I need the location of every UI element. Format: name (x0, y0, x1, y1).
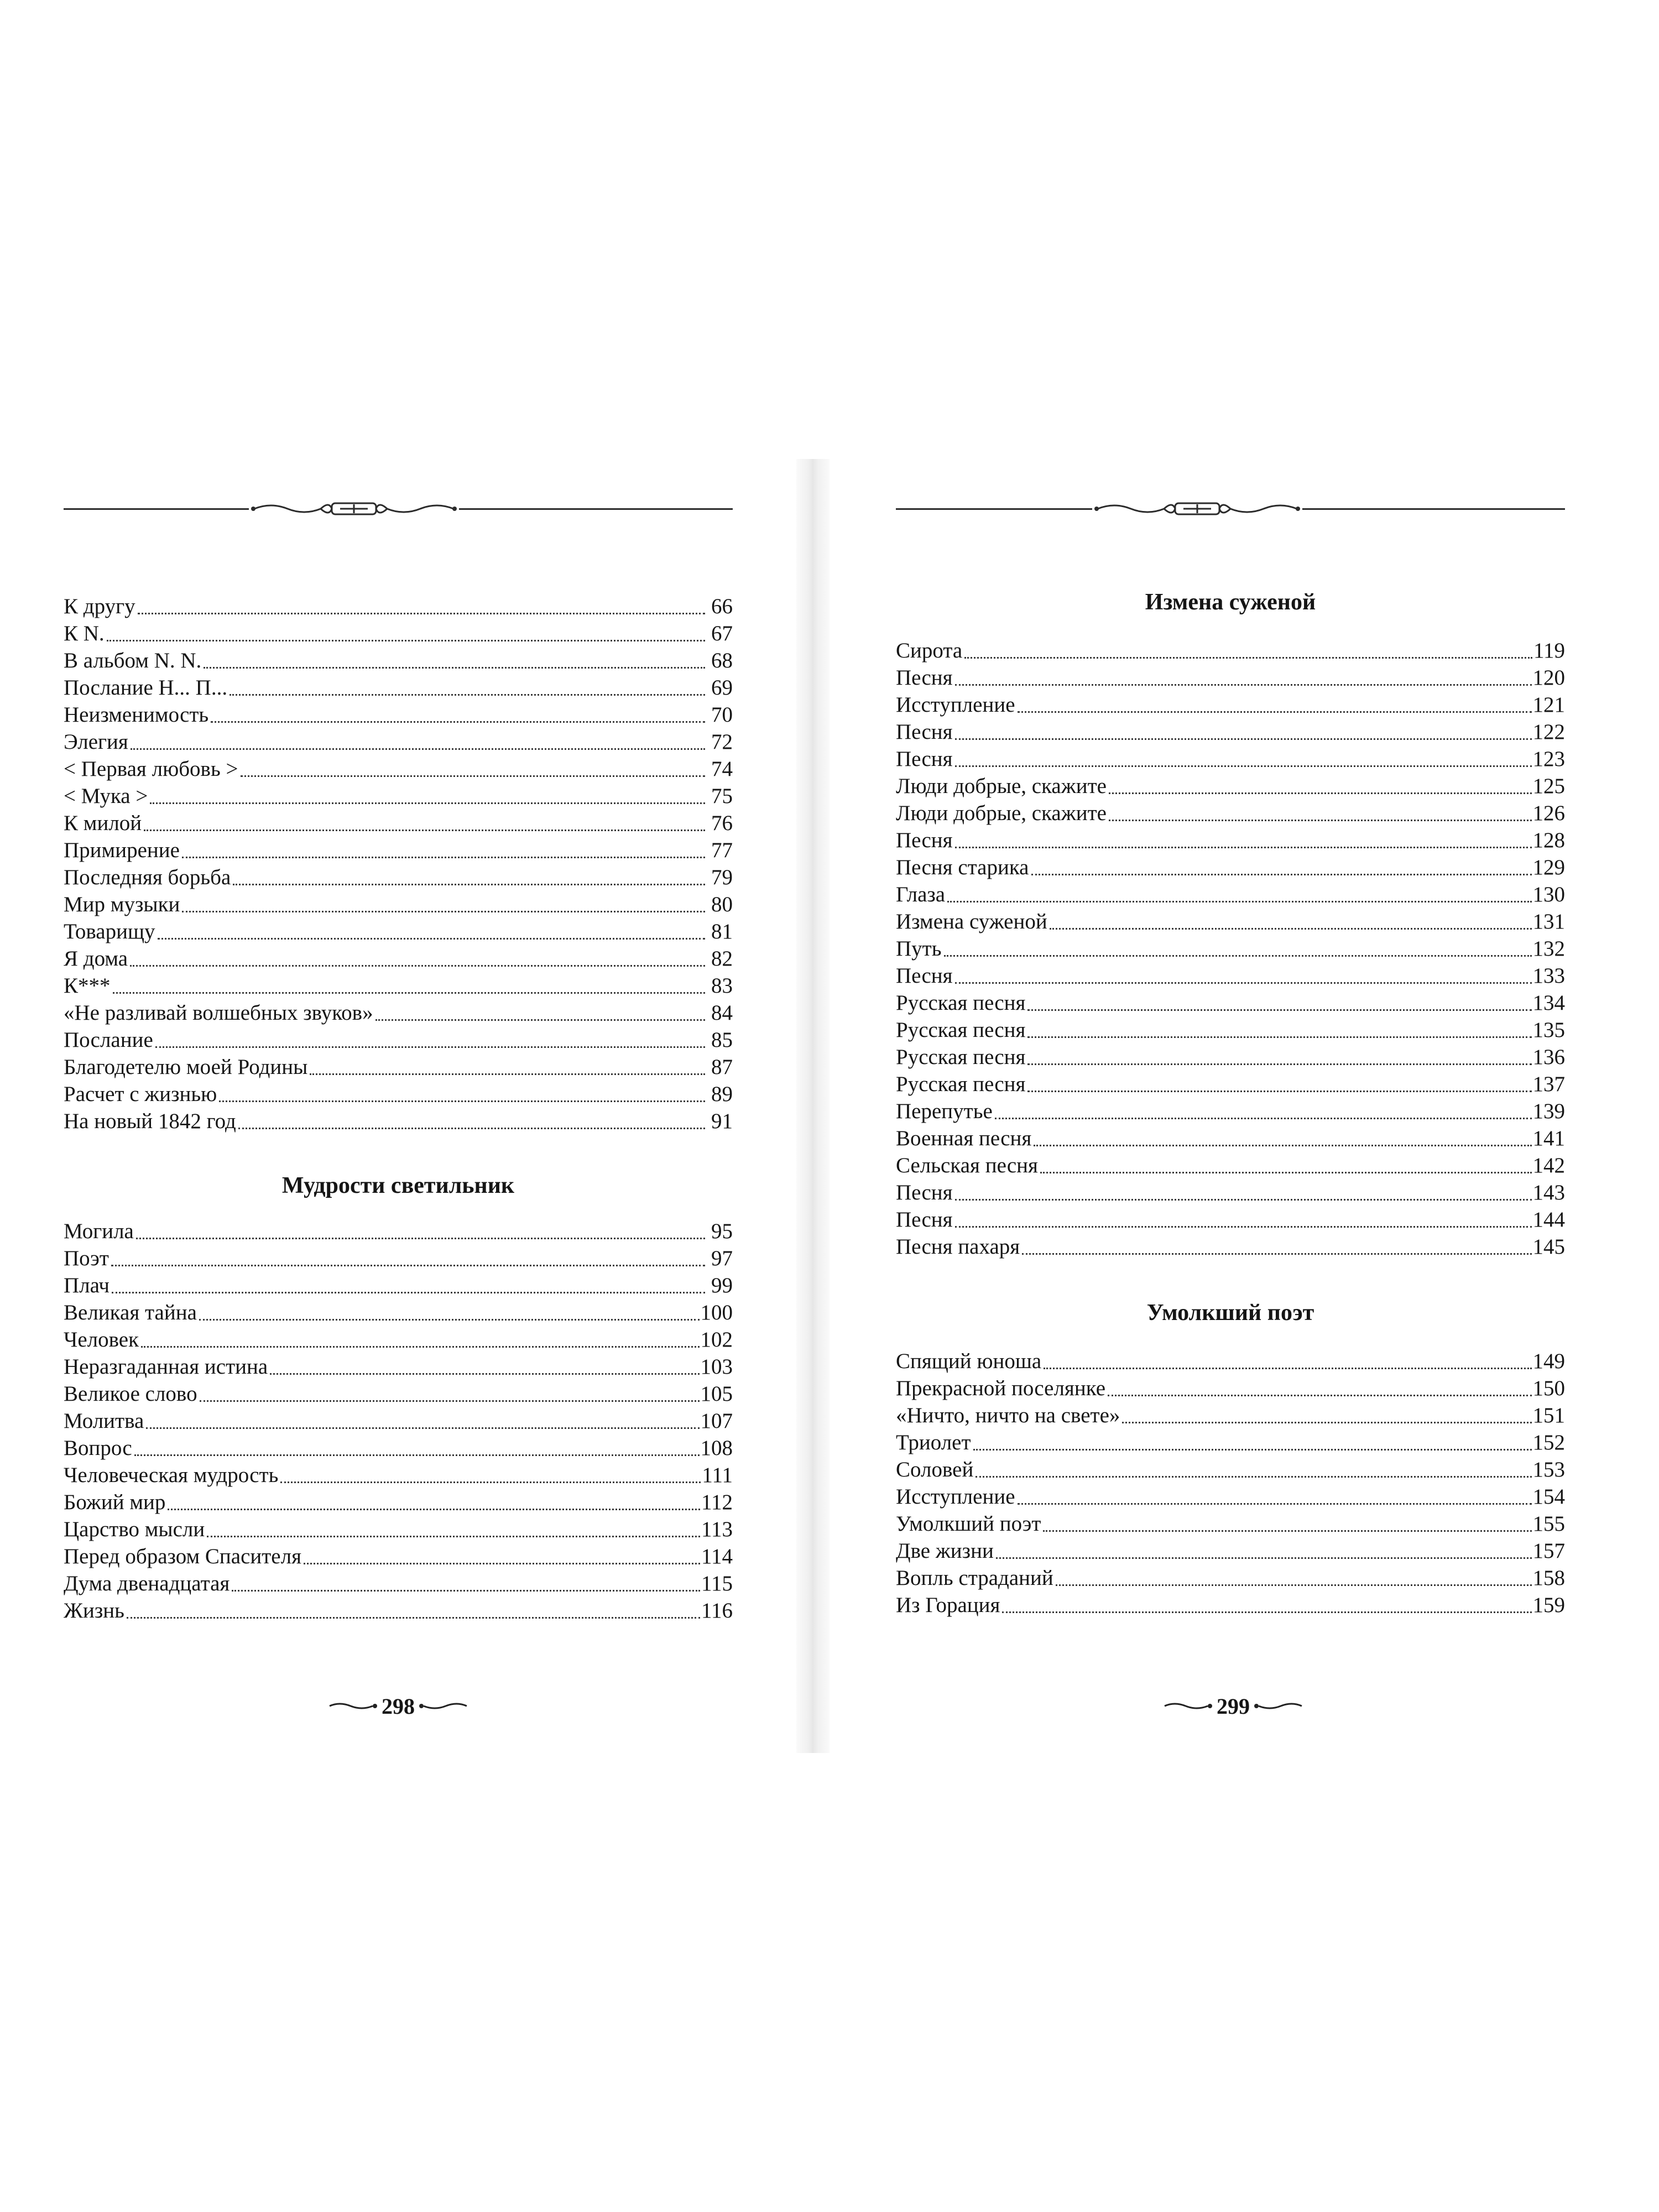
entry-page-number: 137 (1532, 1072, 1565, 1096)
dot-leader (280, 1478, 701, 1483)
toc-entry (64, 971, 733, 998)
entry-title: Песня (896, 964, 953, 988)
dot-leader (238, 1124, 705, 1129)
header-ornament (0, 498, 796, 520)
entry-page-number: 81 (711, 920, 733, 943)
entry-title: Спящий юноша (896, 1349, 1042, 1373)
dot-leader (955, 762, 1532, 767)
dot-leader (1109, 789, 1532, 794)
entry-title: Дума двенадцатая (64, 1572, 230, 1595)
entry-title: Исступление (896, 693, 1015, 717)
entry-title: Путь (896, 937, 942, 961)
dot-leader (1044, 1364, 1531, 1369)
dot-leader (1018, 1500, 1532, 1505)
entry-page-number: 108 (700, 1436, 733, 1460)
toc-entry (64, 1379, 733, 1406)
toc-entry (896, 1124, 1565, 1151)
entry-title: К N. (64, 622, 105, 645)
dot-leader (107, 637, 705, 641)
entry-page-number: 132 (1532, 937, 1565, 961)
entry-title: Божий мир (64, 1490, 166, 1514)
entry-page-number: 153 (1532, 1458, 1565, 1481)
entry-title: Могила (64, 1219, 134, 1243)
entry-page-number: 77 (711, 838, 733, 862)
entry-title: Люди добрые, скажите (896, 774, 1107, 798)
entry-title: Измена суженой (896, 910, 1047, 933)
entry-title: Песня (896, 747, 953, 771)
entry-page-number: 131 (1532, 910, 1565, 933)
dot-leader (144, 826, 705, 831)
entry-title: Жизнь (64, 1599, 124, 1623)
toc-entry (896, 663, 1565, 690)
dot-leader (211, 718, 705, 723)
entry-page-number: 155 (1532, 1512, 1565, 1536)
swash-icon (1164, 1700, 1213, 1712)
entry-page-number: 76 (711, 811, 733, 835)
entry-title: Песня старика (896, 855, 1029, 879)
dot-leader (944, 952, 1532, 957)
entry-title: Песня (896, 1181, 953, 1204)
entry-title: Неразгаданная истина (64, 1355, 268, 1379)
entry-page-number: 119 (1533, 639, 1565, 662)
dot-leader (134, 1451, 700, 1456)
dot-leader (168, 1505, 700, 1510)
dot-leader (947, 898, 1531, 902)
dot-leader (138, 609, 705, 614)
swash-icon (418, 1700, 468, 1712)
entry-page-number: 69 (711, 676, 733, 700)
dot-leader (1002, 1608, 1531, 1613)
toc-entry (64, 700, 733, 727)
entry-page-number: 129 (1532, 855, 1565, 879)
toc-entry (896, 907, 1565, 934)
entry-title: Сирота (896, 639, 963, 662)
entry-title: Последняя борьба (64, 865, 231, 889)
entry-title: Великая тайна (64, 1301, 197, 1324)
entry-page-number: 112 (701, 1490, 733, 1514)
toc-entry (64, 1325, 733, 1352)
entry-page-number: 83 (711, 974, 733, 998)
toc-entry (64, 890, 733, 917)
dot-leader (1040, 1168, 1532, 1173)
dot-leader (229, 691, 705, 696)
toc-entry (896, 853, 1565, 880)
entry-title: Человек (64, 1328, 139, 1352)
entry-title: Вопрос (64, 1436, 132, 1460)
toc-entry (64, 1433, 733, 1460)
entry-page-number: 125 (1532, 774, 1565, 798)
book-gutter (796, 459, 830, 1753)
toc-entry (896, 934, 1565, 961)
entry-page-number: 139 (1532, 1099, 1565, 1123)
toc-entry (64, 836, 733, 863)
dot-leader (973, 1446, 1532, 1451)
entry-title: Перед образом Спасителя (64, 1545, 302, 1568)
toc-entry (896, 636, 1565, 663)
entry-title: К милой (64, 811, 142, 835)
entry-page-number: 126 (1532, 801, 1565, 825)
dot-leader (241, 772, 705, 777)
entry-title: На новый 1842 год (64, 1109, 236, 1133)
entry-title: Послание (64, 1028, 153, 1052)
entry-page-number: 67 (711, 622, 733, 645)
entry-page-number: 130 (1532, 883, 1565, 906)
entry-title: Прекрасной поселянке (896, 1376, 1106, 1400)
dot-leader (155, 1043, 705, 1048)
toc-entry (64, 646, 733, 673)
entry-page-number: 144 (1532, 1208, 1565, 1232)
entry-page-number: 122 (1532, 720, 1565, 744)
right-page (830, 459, 1659, 1753)
entry-title: Песня (896, 666, 953, 690)
entry-page-number: 158 (1532, 1566, 1565, 1590)
entry-title: < Первая любовь > (64, 757, 238, 781)
dot-leader (1108, 1391, 1531, 1396)
book-spread (0, 459, 1659, 1753)
toc-entry (896, 1428, 1565, 1455)
entry-page-number: 150 (1532, 1376, 1565, 1400)
dot-leader (112, 1288, 705, 1293)
toc-entry (896, 880, 1565, 907)
toc-entry (64, 592, 733, 619)
entry-page-number: 79 (711, 865, 733, 889)
toc-entry (896, 799, 1565, 826)
dot-leader (1027, 1060, 1531, 1065)
entry-page-number: 95 (711, 1219, 733, 1243)
toc-entry (64, 1352, 733, 1379)
entry-title: Песня (896, 1208, 953, 1232)
entry-page-number: 149 (1532, 1349, 1565, 1373)
toc-entry (896, 744, 1565, 771)
entry-page-number: 159 (1532, 1593, 1565, 1617)
dot-leader (146, 1424, 699, 1429)
entry-title: Люди добрые, скажите (896, 801, 1107, 825)
toc-entry (64, 1488, 733, 1515)
dot-leader (955, 681, 1532, 686)
entry-title: Триолет (896, 1431, 971, 1454)
entry-title: Исступление (896, 1485, 1015, 1509)
entry-title: Две жизни (896, 1539, 994, 1563)
toc-entry (896, 1232, 1565, 1259)
dot-leader (1018, 708, 1532, 713)
toc-entry (64, 808, 733, 836)
entry-page-number: 123 (1532, 747, 1565, 771)
entry-page-number: 84 (711, 1001, 733, 1025)
dot-leader (111, 1261, 705, 1266)
entry-page-number: 120 (1532, 666, 1565, 690)
entry-title: Великое слово (64, 1382, 197, 1406)
toc-list (896, 636, 1565, 1259)
toc-entry (896, 1482, 1565, 1509)
entry-title: Молитва (64, 1409, 144, 1433)
scroll-flourish-icon (1092, 498, 1302, 520)
entry-page-number: 145 (1532, 1235, 1565, 1259)
toc-entry (64, 998, 733, 1025)
swash-icon (328, 1700, 378, 1712)
entry-title: Русская песня (896, 1018, 1026, 1042)
entry-page-number: 99 (711, 1274, 733, 1297)
dot-leader (204, 664, 705, 669)
left-page (0, 459, 796, 1753)
toc-entry (896, 1563, 1565, 1590)
entry-page-number: 111 (702, 1463, 733, 1487)
entry-page-number: 70 (711, 703, 733, 727)
dot-leader (127, 1614, 700, 1619)
toc-entry (896, 1590, 1565, 1618)
toc-entry (896, 1536, 1565, 1563)
entry-page-number: 152 (1532, 1431, 1565, 1454)
entry-title: Человеческая мудрость (64, 1463, 279, 1487)
toc-entry (64, 754, 733, 781)
toc-entry (896, 1374, 1565, 1401)
toc-entry (896, 1401, 1565, 1428)
dot-leader (207, 1532, 700, 1537)
entry-title: «Не разливай волшебных звуков» (64, 1001, 373, 1025)
dot-leader (182, 907, 705, 912)
entry-title: К другу (64, 594, 135, 618)
toc-entry (64, 781, 733, 808)
entry-page-number: 154 (1532, 1485, 1565, 1509)
entry-page-number: 151 (1532, 1404, 1565, 1427)
toc-entry (896, 1347, 1565, 1374)
entry-page-number: 102 (700, 1328, 733, 1352)
toc-entry (64, 944, 733, 971)
dot-leader (232, 1587, 700, 1592)
entry-page-number: 121 (1532, 693, 1565, 717)
entry-page-number: 107 (700, 1409, 733, 1433)
entry-page-number: 116 (701, 1599, 733, 1623)
dot-leader (158, 935, 705, 940)
entry-title: Песня (896, 720, 953, 744)
entry-title: Из Горация (896, 1593, 1000, 1617)
entry-title: Вопль страданий (896, 1566, 1053, 1590)
entry-title: Умолкший поэт (896, 1512, 1041, 1536)
dot-leader (200, 1397, 700, 1402)
entry-page-number: 85 (711, 1028, 733, 1052)
dot-leader (1027, 1033, 1531, 1038)
entry-title: Русская песня (896, 1045, 1026, 1069)
toc-entry (64, 1596, 733, 1623)
dot-leader (136, 1234, 705, 1239)
dot-leader (304, 1559, 700, 1564)
entry-title: Неизменимость (64, 703, 209, 727)
toc-entry (64, 1271, 733, 1298)
dot-leader (199, 1316, 700, 1321)
dot-leader (141, 1343, 699, 1348)
entry-title: Песня (896, 828, 953, 852)
entry-page-number: 66 (711, 594, 733, 618)
toc-entry (896, 1455, 1565, 1482)
entry-title: Расчет с жизнью (64, 1082, 217, 1106)
entry-title: Русская песня (896, 1072, 1026, 1096)
toc-entry (64, 1515, 733, 1542)
entry-title: Элегия (64, 730, 128, 754)
toc-entry (896, 1097, 1565, 1124)
toc-entry (64, 1569, 733, 1596)
entry-page-number: 141 (1532, 1126, 1565, 1150)
toc-entry (896, 1151, 1565, 1178)
dot-leader (1034, 1141, 1531, 1146)
entry-page-number: 128 (1532, 828, 1565, 852)
page-folio (1150, 1692, 1316, 1720)
toc-entry (896, 771, 1565, 799)
entry-title: Военная песня (896, 1126, 1032, 1150)
dot-leader (182, 853, 705, 858)
entry-title: В альбом N. N. (64, 649, 202, 672)
toc-entry (64, 1217, 733, 1244)
entry-title: Царство мысли (64, 1517, 205, 1541)
toc-entry (896, 961, 1565, 988)
entry-page-number: 68 (711, 649, 733, 672)
dot-leader (310, 1070, 705, 1075)
toc-entry (64, 1542, 733, 1569)
entry-title: Поэт (64, 1246, 109, 1270)
dot-leader (113, 989, 705, 994)
dot-leader (955, 735, 1532, 740)
entry-page-number: 74 (711, 757, 733, 781)
entry-page-number: 115 (701, 1572, 733, 1595)
entry-title: Перепутье (896, 1099, 993, 1123)
toc-entry (64, 1406, 733, 1433)
entry-page-number: 133 (1532, 964, 1565, 988)
toc-entry (64, 1244, 733, 1271)
entry-title: Послание Н... П... (64, 676, 228, 700)
entry-title: Сельская песня (896, 1154, 1038, 1177)
toc-entry (896, 717, 1565, 744)
entry-title: Товарищу (64, 920, 155, 943)
entry-title: К*** (64, 974, 111, 998)
dot-leader (975, 1473, 1531, 1478)
dot-leader (955, 1223, 1532, 1228)
toc-entry (896, 1070, 1565, 1097)
entry-title: Мир музыки (64, 893, 180, 916)
toc-entry (64, 917, 733, 944)
entry-page-number: 114 (701, 1545, 733, 1568)
entry-page-number: 134 (1532, 991, 1565, 1015)
section-title: Измена суженой (1145, 589, 1316, 615)
dot-leader (1027, 1006, 1531, 1011)
dot-leader (233, 880, 705, 885)
dot-leader (955, 1196, 1532, 1201)
entry-page-number: 143 (1532, 1181, 1565, 1204)
entry-title: Плач (64, 1274, 109, 1297)
entry-page-number: 135 (1532, 1018, 1565, 1042)
entry-title: «Ничто, ничто на свете» (896, 1404, 1120, 1427)
toc-entry (896, 690, 1565, 717)
entry-title: Русская песня (896, 991, 1026, 1015)
toc-entry (896, 1178, 1565, 1205)
toc-list (896, 1347, 1565, 1618)
dot-leader (375, 1016, 705, 1021)
toc-entry (64, 1460, 733, 1488)
page-folio (315, 1692, 481, 1720)
toc-entry (64, 1298, 733, 1325)
entry-page-number: 113 (701, 1517, 733, 1541)
toc-entry (64, 863, 733, 890)
toc-entry (896, 988, 1565, 1015)
section-title: Умолкший поэт (1146, 1300, 1314, 1326)
scroll-flourish-icon (249, 498, 459, 520)
entry-page-number: 100 (700, 1301, 733, 1324)
entry-page-number: 89 (711, 1082, 733, 1106)
entry-page-number: 103 (700, 1355, 733, 1379)
toc-entry (896, 1205, 1565, 1232)
dot-leader (219, 1097, 705, 1102)
toc-list (64, 1217, 733, 1623)
entry-page-number: 91 (711, 1109, 733, 1133)
toc-entry (64, 1025, 733, 1052)
entry-page-number: 136 (1532, 1045, 1565, 1069)
entry-page-number: 142 (1532, 1154, 1565, 1177)
toc-list (64, 592, 733, 1134)
dot-leader (270, 1370, 699, 1375)
page-number: 299 (1217, 1693, 1250, 1719)
toc-entry (896, 1509, 1565, 1536)
toc-entry (64, 1107, 733, 1134)
section-title: Мудрости светильник (281, 1173, 515, 1198)
entry-page-number: 82 (711, 947, 733, 971)
dot-leader (1122, 1418, 1531, 1423)
dot-leader (964, 654, 1532, 659)
dot-leader (1027, 1087, 1531, 1092)
dot-leader (995, 1114, 1532, 1119)
entry-page-number: 75 (711, 784, 733, 808)
dot-leader (996, 1554, 1532, 1559)
dot-leader (130, 962, 705, 967)
dot-leader (131, 745, 705, 750)
toc-entry (64, 1052, 733, 1079)
entry-title: Глаза (896, 883, 946, 906)
toc-entry (896, 1015, 1565, 1042)
entry-title: < Мука > (64, 784, 148, 808)
entry-title: Благодетелю моей Родины (64, 1055, 308, 1079)
dot-leader (150, 799, 705, 804)
entry-page-number: 157 (1532, 1539, 1565, 1563)
toc-entry (64, 727, 733, 754)
dot-leader (1022, 1250, 1531, 1255)
entry-title: Песня пахаря (896, 1235, 1020, 1259)
entry-title: Соловей (896, 1458, 974, 1481)
page-number: 298 (382, 1693, 415, 1719)
dot-leader (1109, 816, 1532, 821)
entry-page-number: 72 (711, 730, 733, 754)
entry-page-number: 105 (700, 1382, 733, 1406)
dot-leader (1050, 925, 1532, 930)
entry-page-number: 87 (711, 1055, 733, 1079)
entry-title: Я дома (64, 947, 128, 971)
entry-page-number: 80 (711, 893, 733, 916)
entry-page-number: 97 (711, 1246, 733, 1270)
dot-leader (955, 979, 1532, 984)
dot-leader (1056, 1581, 1532, 1586)
toc-entry (64, 673, 733, 700)
toc-entry (896, 1042, 1565, 1070)
dot-leader (1031, 870, 1532, 875)
toc-entry (896, 826, 1565, 853)
toc-entry (64, 619, 733, 646)
header-ornament (830, 498, 1659, 520)
entry-title: Примирение (64, 838, 180, 862)
dot-leader (1043, 1527, 1531, 1532)
swash-icon (1253, 1700, 1303, 1712)
dot-leader (955, 843, 1532, 848)
toc-entry (64, 1079, 733, 1107)
